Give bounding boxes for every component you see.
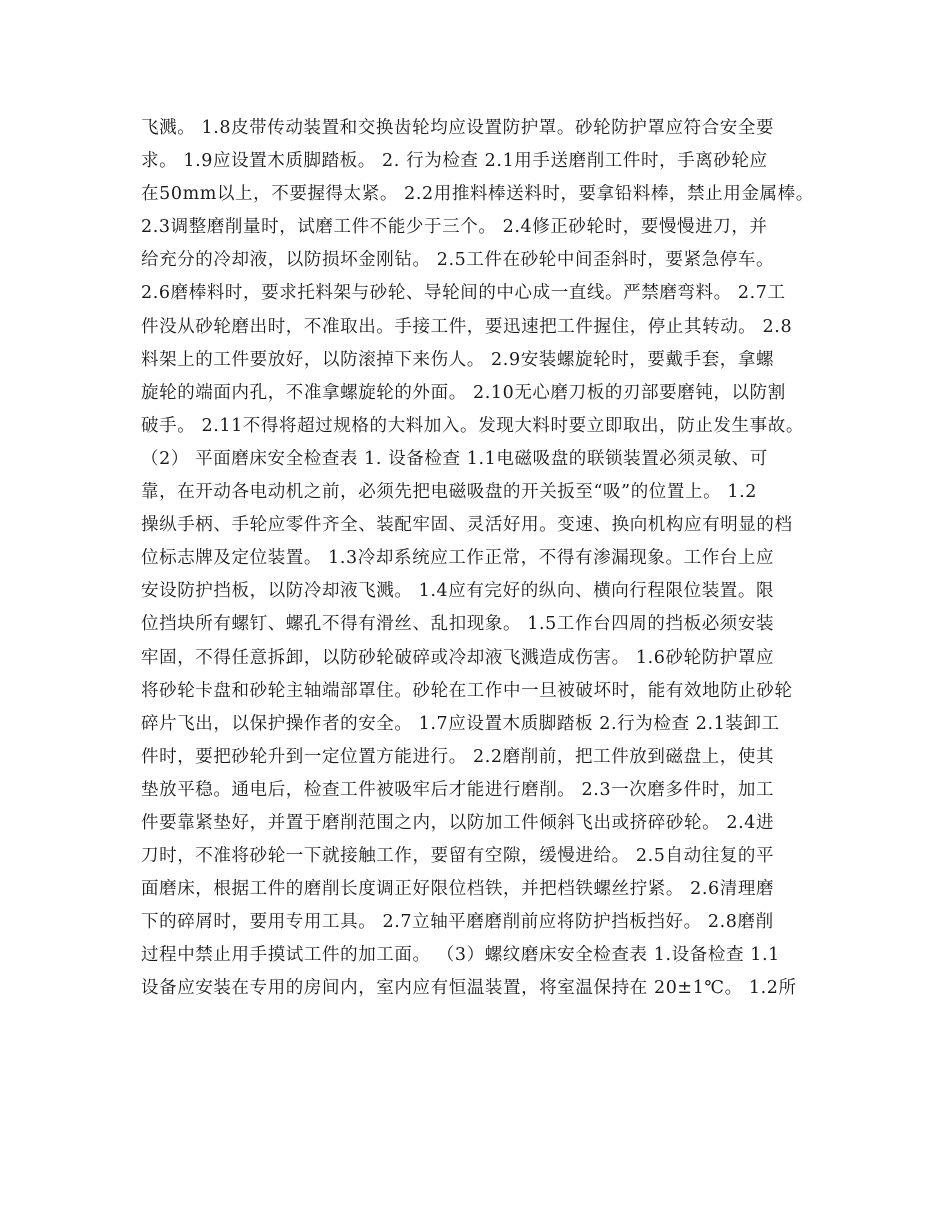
text-line: 将砂轮卡盘和砂轮主轴端部罩住。砂轮在工作中一旦被破坏时，能有效地防止砂轮	[141, 680, 793, 701]
text-line: 位挡块所有螺钉、螺孔不得有滑丝、乱扣现象。 1.5工作台四周的挡板必须安装	[141, 614, 775, 635]
text-line: 靠，在开动各电动机之前，必须先把电磁吸盘的开关扳至“吸”的位置上。 1.2	[141, 482, 757, 503]
body-text	[141, 112, 831, 1006]
text-line: （2） 平面磨床安全检查表 1. 设备检查 1.1电磁吸盘的联锁装置必须灵敏、可	[141, 448, 768, 469]
text-line: 牢固，不得任意拆卸，以防砂轮破碎或冷却液飞溅造成伤害。 1.6砂轮防护罩应	[141, 647, 775, 668]
text-line: 过程中禁止用手摸试工件的加工面。 （3）螺纹磨床安全检查表 1.设备检查 1.1	[141, 945, 780, 966]
text-line: 刀时，不准将砂轮一下就接触工作，要留有空隙，缓慢进给。 2.5自动往复的平	[141, 846, 775, 867]
text-line: 料架上的工件要放好，以防滚掉下来伤人。 2.9安装螺旋轮时，要戴手套，拿螺	[141, 349, 775, 370]
text-line: 求。 1.9应设置木质脚踏板。 2. 行为检查 2.1用手送磨削工件时，手离砂轮应	[141, 151, 768, 172]
text-line: 安设防护挡板，以防冷却液飞溅。 1.4应有完好的纵向、横向行程限位装置。限	[141, 581, 775, 602]
text-line: 位标志牌及定位装置。 1.3冷却系统应工作正常，不得有渗漏现象。工作台上应	[141, 548, 775, 569]
text-line: 设备应安装在专用的房间内，室内应有恒温装置，将室温保持在 20±1℃。 1.2所	[141, 978, 797, 999]
text-line: 破手。 2.11不得将超过规格的大料加入。发现大料时要立即取出，防止发生事故。	[141, 415, 804, 436]
text-line: 旋轮的端面内孔，不准拿螺旋轮的外面。 2.10无心磨刀板的刃部要磨钝，以防割	[141, 382, 786, 403]
text-line: 2.3调整磨削量时，试磨工件不能少于三个。 2.4修正砂轮时，要慢慢进刀，并	[141, 217, 768, 238]
text-line: 下的碎屑时，要用专用工具。 2.7立轴平磨磨削前应将防护挡板挡好。 2.8磨削	[141, 912, 774, 933]
text-line: 件没从砂轮磨出时，不准取出。手接工件，要迅速把工件握住，停止其转动。 2.8	[141, 316, 793, 337]
text-line: 2.6磨棒料时，要求托料架与砂轮、导轮间的中心成一直线。严禁磨弯料。 2.7工	[141, 283, 786, 304]
text-line: 飞溅。 1.8皮带传动装置和交换齿轮均应设置防护罩。砂轮防护罩应符合安全要	[141, 118, 775, 138]
text-line: 件要靠紧垫好，并置于磨削范围之内，以防加工件倾斜飞出或挤碎砂轮。 2.4进	[141, 812, 775, 833]
text-line: 操纵手柄、手轮应零件齐全、装配牢固、灵活好用。变速、换向机构应有明显的档	[141, 515, 793, 536]
text-line: 件时，要把砂轮升到一定位置方能进行。 2.2磨削前，把工件放到磁盘上，使其	[141, 746, 775, 767]
text-line: 给充分的冷却液，以防损坏金刚钻。 2.5工件在砂轮中间歪斜时，要紧急停车。	[141, 250, 775, 271]
text-line: 面磨床，根据工件的磨削长度调正好限位档铁，并把档铁螺丝拧紧。 2.6清理磨	[141, 879, 775, 900]
text-line: 垫放平稳。通电后，检查工件被吸牢后才能进行磨削。 2.3一次磨多件时，加工	[141, 779, 775, 800]
text-line: 在50mm以上，不要握得太紧。 2.2用推料棒送料时，要拿铅料棒，禁止用金属棒。	[141, 184, 814, 205]
text-line: 碎片飞出，以保护操作者的安全。 1.7应设置木质脚踏板 2.行为检查 2.1装卸工	[141, 713, 780, 734]
